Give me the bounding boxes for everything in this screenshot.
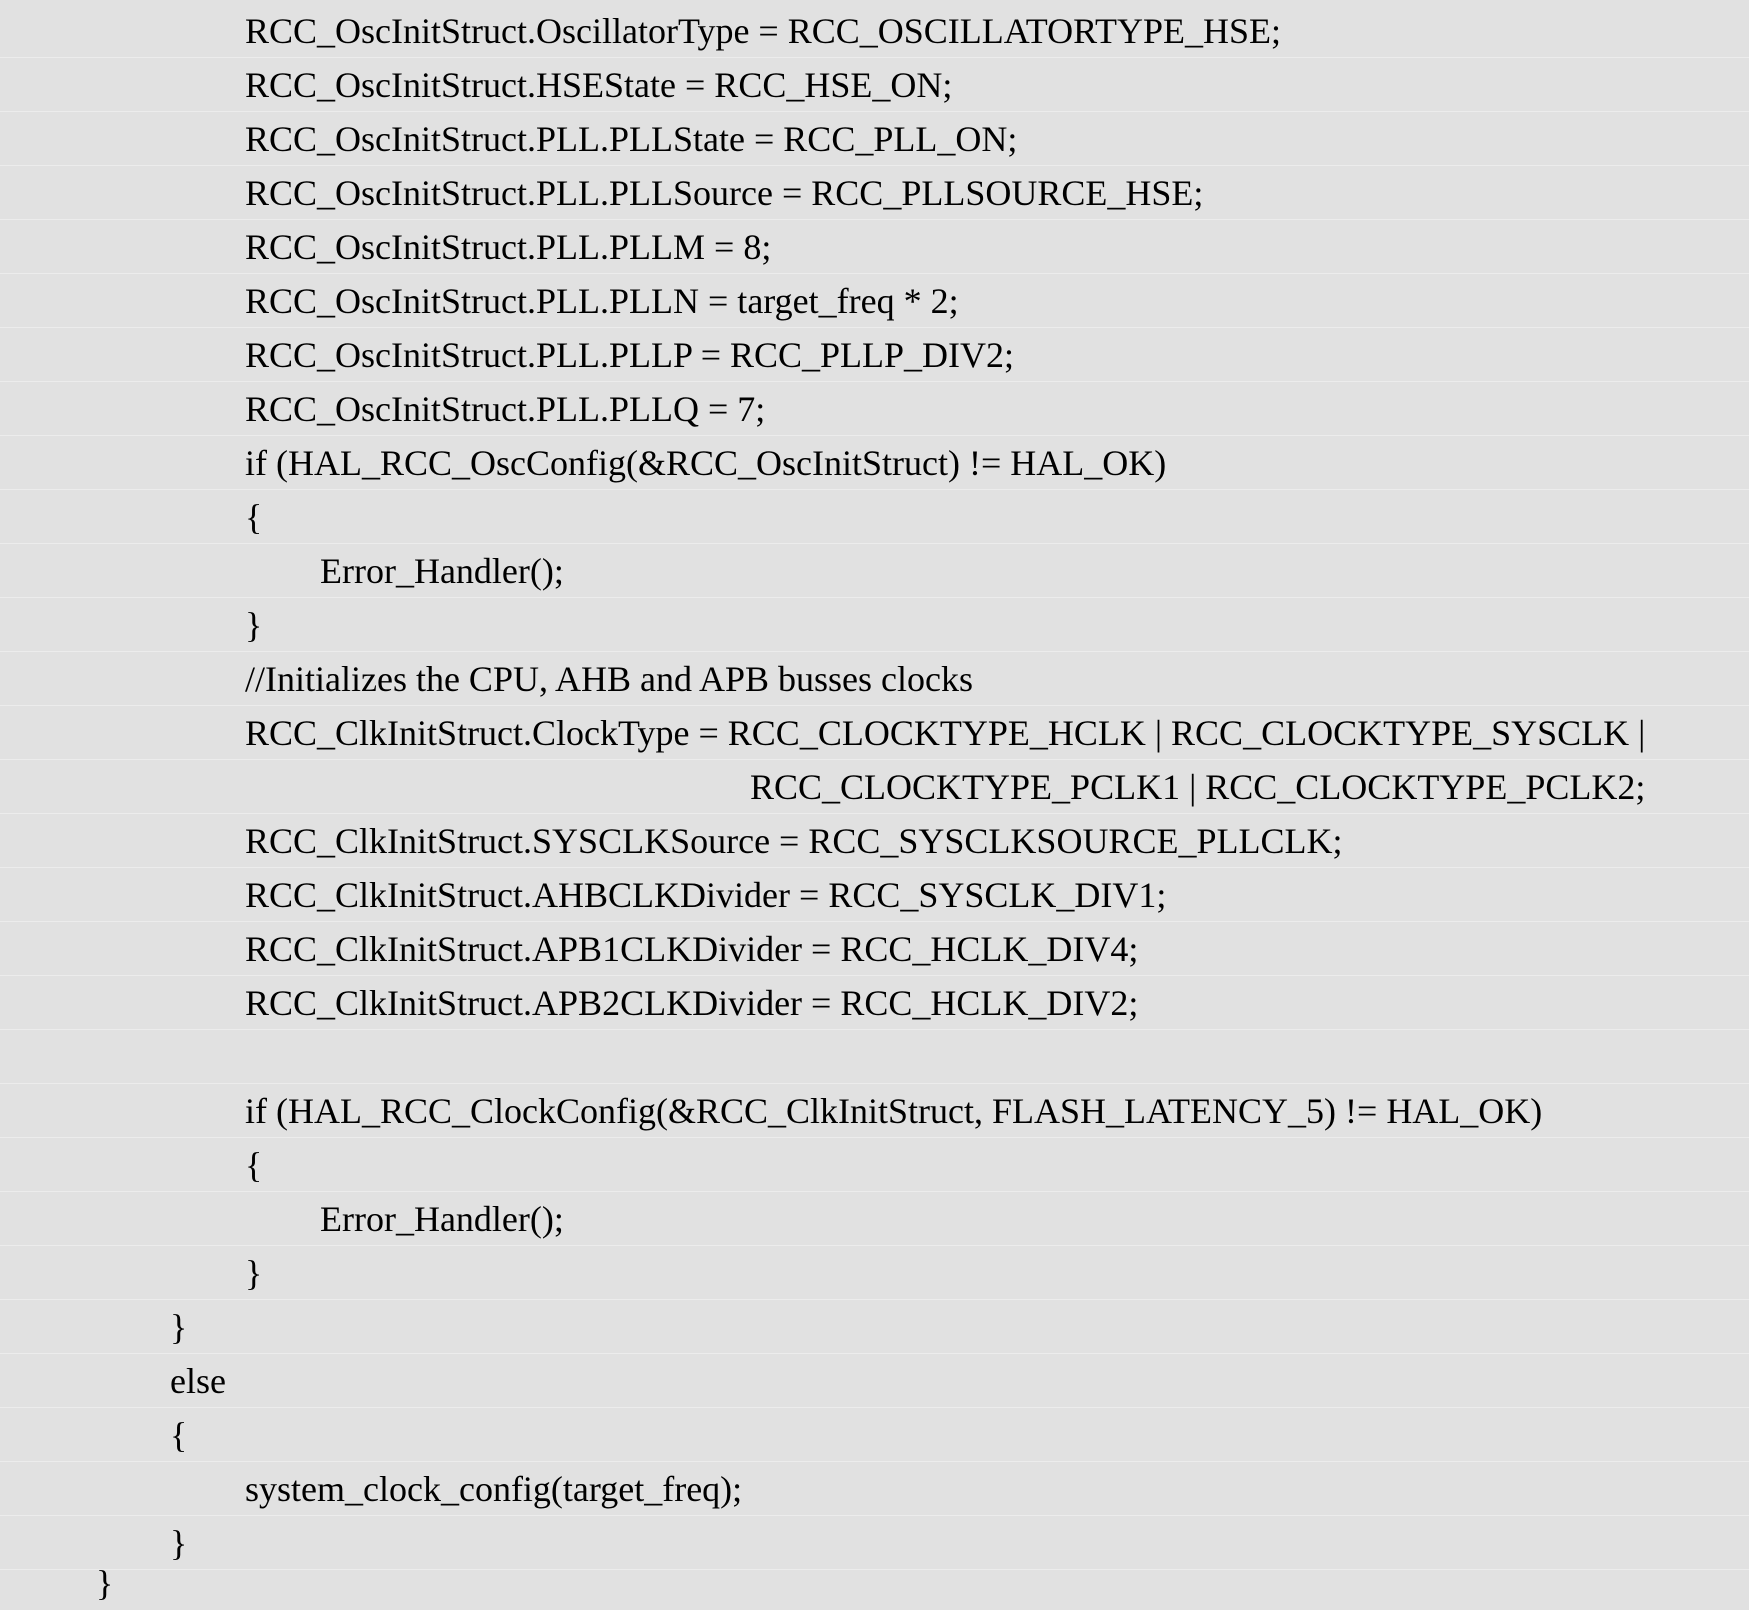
code-line	[0, 976, 1749, 1030]
code-line-text: RCC_ClkInitStruct.SYSCLKSource = RCC_SYSCLKSOURCE_PLLCLK;	[245, 821, 1343, 861]
code-line	[0, 220, 1749, 274]
code-line-text: RCC_OscInitStruct.PLL.PLLN = target_freq * 2;	[245, 281, 959, 321]
code-line-text: }	[170, 1523, 188, 1563]
code-line	[0, 922, 1749, 976]
code-line-text: RCC_OscInitStruct.OscillatorType = RCC_OSCILLATORTYPE_HSE;	[245, 11, 1281, 51]
code-line	[0, 1084, 1749, 1138]
code-line-text: }	[245, 1253, 263, 1293]
code-line	[0, 706, 1749, 760]
code-line-text: if (HAL_RCC_ClockConfig(&RCC_ClkInitStruct, FLASH_LATENCY_5) != HAL_OK)	[245, 1091, 1543, 1131]
code-line	[0, 814, 1749, 868]
code-line-continuation	[0, 760, 1749, 814]
code-line-text: Error_Handler();	[320, 551, 564, 591]
code-line	[0, 112, 1749, 166]
code-line	[0, 1354, 1749, 1408]
code-line	[0, 490, 1749, 544]
code-line-text: else	[170, 1361, 226, 1401]
code-line	[0, 1192, 1749, 1246]
code-line-text: {	[170, 1415, 188, 1455]
code-line	[0, 1246, 1749, 1300]
code-line-text: RCC_OscInitStruct.PLL.PLLM = 8;	[245, 227, 772, 267]
code-line	[0, 436, 1749, 490]
code-comment: //Initializes the CPU, AHB and APB busses clocks	[245, 659, 973, 699]
code-line-text: RCC_OscInitStruct.PLL.PLLQ = 7;	[245, 389, 766, 429]
code-line-text: Error_Handler();	[320, 1199, 564, 1239]
code-line-text: RCC_ClkInitStruct.ClockType = RCC_CLOCKTYPE_HCLK | RCC_CLOCKTYPE_SYSCLK |	[245, 713, 1646, 753]
code-line-text: RCC_CLOCKTYPE_PCLK1 | RCC_CLOCKTYPE_PCLK2;	[750, 767, 1646, 807]
code-line-text: }	[96, 1563, 114, 1603]
code-line	[0, 274, 1749, 328]
code-line	[0, 868, 1749, 922]
code-line	[0, 1462, 1749, 1516]
code-line-text: }	[245, 605, 263, 645]
code-line	[0, 1556, 1749, 1610]
code-line	[0, 1408, 1749, 1462]
code-line	[0, 1300, 1749, 1354]
code-line	[0, 328, 1749, 382]
code-line-text: system_clock_config(target_freq);	[245, 1469, 743, 1509]
code-line	[0, 4, 1749, 58]
code-line-text: RCC_OscInitStruct.HSEState = RCC_HSE_ON;	[245, 65, 953, 105]
code-line-text: if (HAL_RCC_OscConfig(&RCC_OscInitStruct) != HAL_OK)	[245, 443, 1167, 483]
code-line	[0, 544, 1749, 598]
code-line-text: RCC_OscInitStruct.PLL.PLLP = RCC_PLLP_DIV2;	[245, 335, 1015, 375]
code-line-text: RCC_OscInitStruct.PLL.PLLState = RCC_PLL_ON;	[245, 119, 1018, 159]
code-line-text: {	[245, 497, 263, 537]
code-line-blank	[0, 1030, 1749, 1084]
code-line	[0, 58, 1749, 112]
code-line	[0, 166, 1749, 220]
code-line-text: RCC_ClkInitStruct.APB2CLKDivider = RCC_HCLK_DIV2;	[245, 983, 1139, 1023]
code-line-text: RCC_ClkInitStruct.AHBCLKDivider = RCC_SYSCLK_DIV1;	[245, 875, 1167, 915]
code-line	[0, 598, 1749, 652]
code-line-text: {	[245, 1145, 263, 1185]
code-line-text: RCC_ClkInitStruct.APB1CLKDivider = RCC_HCLK_DIV4;	[245, 929, 1139, 969]
code-line	[0, 382, 1749, 436]
code-line	[0, 652, 1749, 706]
code-line-text: RCC_OscInitStruct.PLL.PLLSource = RCC_PLLSOURCE_HSE;	[245, 173, 1204, 213]
code-line	[0, 1138, 1749, 1192]
code-line-text: }	[170, 1307, 188, 1347]
